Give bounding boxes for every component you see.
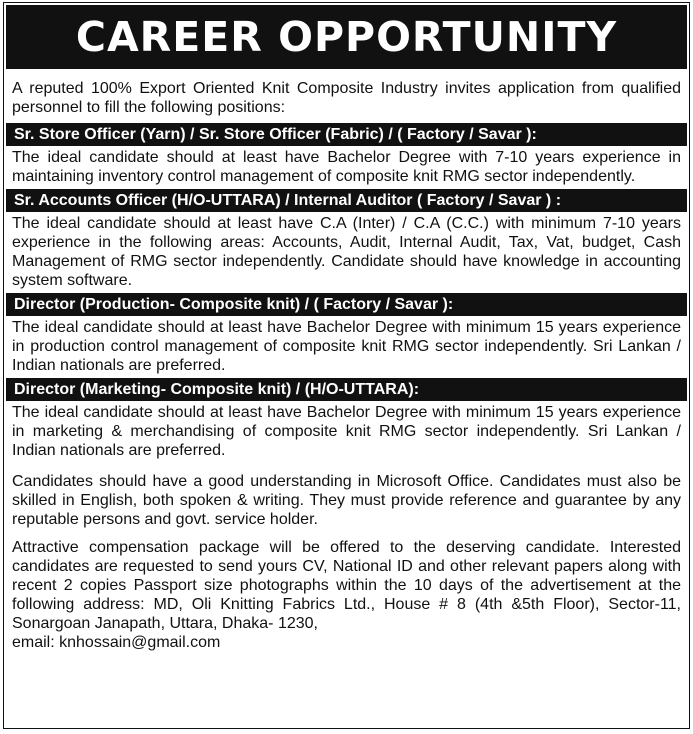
intro-text: A reputed 100% Export Oriented Knit Composite Industry invites application from qualified personnel to fill the following positions:	[12, 80, 681, 116]
position-heading-director-marketing: Director (Marketing- Composite knit) / (H/O-UTTARA):	[6, 378, 687, 401]
position-heading-store-officer: Sr. Store Officer (Yarn) / Sr. Store Officer (Fabric) / ( Factory / Savar ):	[6, 123, 687, 146]
requirements-text: Candidates should have a good understanding in Microsoft Office. Candidates must also be skilled in English, both spoken & writing. They must provide reference and guarantee by any reputable persons and govt. service holder.	[12, 473, 681, 528]
page-title: CAREER OPPORTUNITY	[75, 13, 618, 61]
position-description-director-production: The ideal candidate should at least have Bachelor Degree with minimum 15 years experience in production control management of composite knit RMG sector independently. Sri Lankan / Indian nationals are preferred.	[12, 319, 681, 374]
application-instructions: Attractive compensation package will be offered to the deserving candidate. Interested candidates are requested to send yours CV, National ID and other relevant papers along with recent 2 copies Passport size photographs within the 10 days of the advertisement at the following address: MD, Oli Knitting Fabrics Ltd., House # 8 (4th &5th Floor), Sector-11, Sonargoan Janapath, Uttara, Dhaka- 1230,	[12, 539, 681, 632]
contact-email: email: knhossain@gmail.com	[12, 634, 221, 651]
job-advertisement	[3, 2, 690, 729]
position-description-director-marketing: The ideal candidate should at least have Bachelor Degree with minimum 15 years experience in marketing & merchandising of composite knit RMG sector independently. Sri Lankan / Indian nationals are preferred.	[12, 404, 681, 459]
title-banner	[6, 5, 687, 69]
position-description-accounts-officer: The ideal candidate should at least have C.A (Inter) / C.A (C.C.) with minimum 7-10 years experience in the following areas: Accounts, Audit, Internal Audit, Tax, Vat, budget, Cash Management of RMG sector independently. Candidate should have knowledge in accounting system software.	[12, 215, 681, 289]
position-heading-director-production: Director (Production- Composite knit) / ( Factory / Savar ):	[6, 293, 687, 316]
position-heading-accounts-officer: Sr. Accounts Officer (H/O-UTTARA) / Internal Auditor ( Factory / Savar ) :	[6, 189, 687, 212]
position-description-store-officer: The ideal candidate should at least have Bachelor Degree with 7-10 years experience in maintaining inventory control management of composite knit RMG sector independently.	[12, 149, 681, 185]
